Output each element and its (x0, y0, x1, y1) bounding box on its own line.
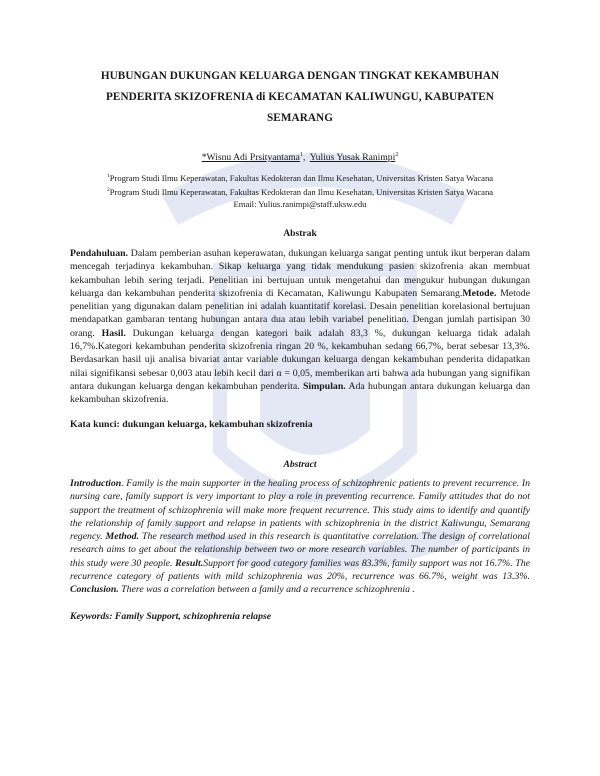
kata-kunci: Kata kunci: dukungan keluarga, kekambuhan skizofrenia (70, 419, 313, 430)
title-line: PENDERITA SKIZOFRENIA di KECAMATAN KALIWUNGU, KABUPATEN (106, 91, 494, 103)
keywords: Keywords: Family Support, schizophrenia relapse (70, 611, 272, 622)
title-line: SEMARANG (266, 112, 334, 124)
author-name: *Wisnu Adi Prsityantama (201, 152, 300, 164)
abstract-body: Introduction. Family is the main supporter in the healing process of schizophrenic patients to prevent recurrence. In nursing care, family support is very important to play a role in preventing recurrence. Family attitudes that do not support the treatment of schizophrenia will make more frequent recurrence. This study aims to identify and quantify the relationship of family support and relapse in patients with schizophrenia in the district Kaliwungu, Semarang regency. Method. The research method used in this research is quantitative correlation. The design of correlational research aims to get about the relationship between two or more research variables. The number of participants in this study were 30 people. Result.Support for good category families was 83.3%, family support was not 16.7%. The recurrence category of patients with mild schizophrenia was 20%, recurrence was 66.7%, weight was 13.3%. Conclusion. There was a correlation between a family and a recurrence schizophrenia . (70, 478, 530, 596)
abstrak-body: Pendahuluan. Dalam pemberian asuhan keperawatan, dukungan keluarga sangat penting untuk ikut berperan dalam mencegah terjadinya kekambuhan. Sikap keluarga yang tidak mendukung pasien skizofrenia akan membuat kekambuhan lebih sering terjadi. Penelitian ini bertujuan untuk mengetahui dan mengukur hubungan dukungan keluarga dan kekambuhan penderita skizofrenia di Kecamatan, Kaliwungu Kabupaten Semarang.Metode. Metode penelitian yang digunakan dalam penelitian ini adalah kuantitatif korelasi. Desain penelitian korelasional bertujuan mendapatkan gambaran tentang hubungan antara dua atau lebih variabel penelitian. Dengan jumlah partisipan 30 orang. Hasil. Dukungan keluarga dengan kategori baik adalah 83,3 %, dukungan keluarga tidak adalah 16,7%.Kategori kekambuhan penderita skizofrenia ringan 20 %, kekambuhan sedang 66,7%, berat sebesar 13,3%. Berdasarkan hasil uji analisa bivariat antar variable dukungan keluarga dengan kekambuhan penderita didapatkan nilai signifikansi sebesar 0,003 atau lebih kecil dari α = 0,05, memberikan arti bahwa ada hubungan yang signifikan antara dukungan keluarga dengan kekambuhan penderita. Simpulan. Ada hubungan antara dukungan keluarga dan kekambuhan skizofrenia. (70, 248, 530, 406)
affiliation-line: $^2$Program Studi Ilmu Keperawatan, Fakultas Kedokteran dan Ilmu Kesehatan, Universitas Kristen Satya Wacana (106, 186, 494, 197)
author-superscript: 2 (395, 152, 399, 158)
abstrak-heading: Abstrak (283, 228, 317, 239)
author-superscript: 1 (299, 152, 303, 158)
affiliations (60, 170, 540, 210)
abstract-heading: Abstract (283, 459, 317, 470)
author-name: Yulius Yusak Ranimpi (309, 152, 396, 164)
affiliation-line: $^1$Program Studi Ilmu Keperawatan, Fakultas Kedokteran dan Ilmu Kesehatan, Universitas Kristen Satya Wacana (106, 172, 494, 183)
author-email: Email: Yulius.ranimpi@staff.uksw.edu (233, 198, 367, 209)
title-line: HUBUNGAN DUKUNGAN KELUARGA DENGAN TINGKAT KEKAMBUHAN (100, 70, 500, 82)
author-line: *Wisnu Adi Prsityantama$^1$, Yulius Yusak Ranimpi$^2$ (201, 152, 399, 164)
paper-title (60, 66, 540, 129)
